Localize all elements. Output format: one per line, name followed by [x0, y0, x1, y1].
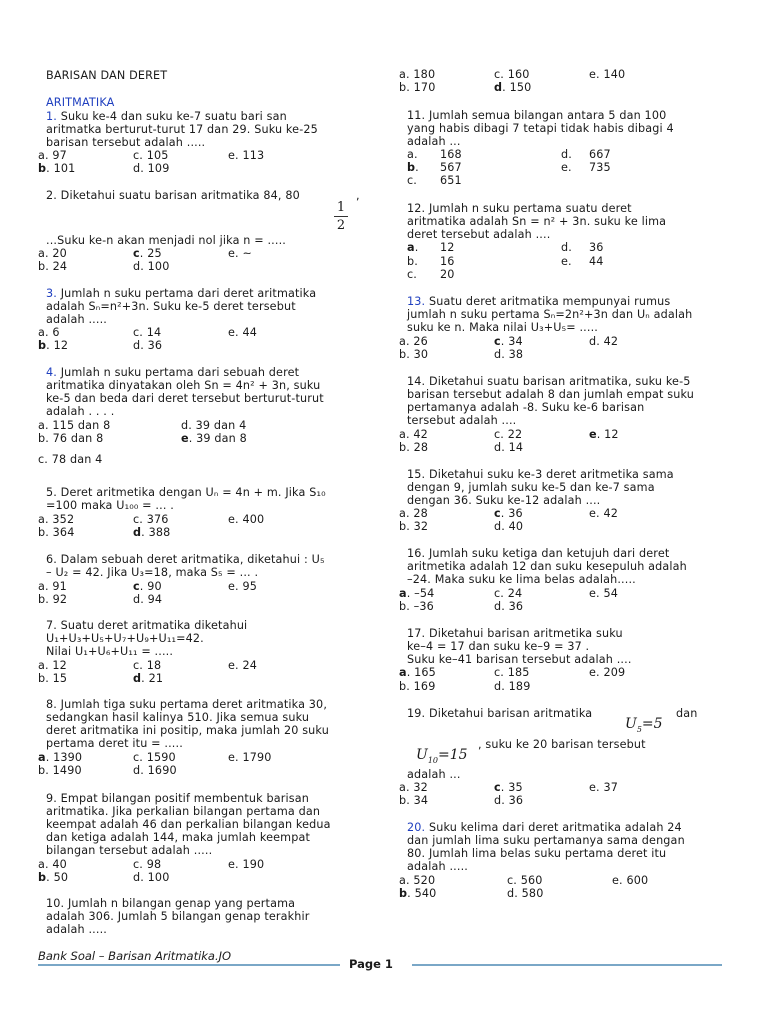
q20-line-3: 80. Jumlah lima belas suku pertama deret itu [407, 847, 667, 860]
q12-option-e-label: e. [561, 255, 572, 268]
q8-line-3: deret aritmatika ini positip, maka jumlah 20 suku [46, 724, 329, 737]
q1-option-c: c. 105 [133, 149, 169, 162]
q12-option-d-label: d. [561, 241, 572, 254]
q12-line-3: deret tersebut adalah .... [407, 228, 551, 241]
q16-option-a: a. –54 [399, 587, 435, 600]
q12-line-1: 12. Jumlah n suku pertama suatu deret [407, 202, 632, 215]
q16-line-2: aritmetika adalah 12 dan suku kesepuluh adalah [407, 560, 687, 573]
q14-line-1: 14. Diketahui suatu barisan aritmatika, suku ke-5 [407, 375, 691, 388]
q3-option-c: c. 14 [133, 326, 162, 339]
q11-option-c-label: c. [407, 174, 418, 187]
q10-option-e: e. 140 [589, 68, 626, 81]
q10-option-b: b. 170 [399, 81, 436, 94]
q1-option-b: b. 101 [38, 162, 76, 175]
q14-line-2: barisan tersebut adalah 8 dan jumlah empat suku [407, 388, 694, 401]
q16-line-1: 16. Jumlah suku ketiga dan ketujuh dari deret [407, 547, 670, 560]
q1-line-2: aritmatka berturut-turut 17 dan 29. Suku ke-25 [46, 123, 318, 136]
q20-option-a: a. 520 [399, 874, 436, 887]
q10-line-1: 10. Jumlah n bilangan genap yang pertama [46, 897, 296, 910]
q10-option-d: d. 150 [494, 81, 532, 94]
q14-option-a: a. 42 [399, 428, 428, 441]
q7-option-d: d. 21 [133, 672, 164, 685]
q11-option-c: 651 [440, 174, 462, 187]
q13-option-c: c. 34 [494, 335, 523, 348]
q12-option-c-label: c. [407, 268, 418, 281]
q12-option-a-label: a. [407, 241, 419, 254]
q3-option-a: a. 6 [38, 326, 60, 339]
q17-option-b: b. 169 [399, 680, 436, 693]
page-title: BARISAN DAN DERET [46, 69, 168, 82]
q3-option-e: e. 44 [228, 326, 257, 339]
q15-option-b: b. 32 [399, 520, 429, 533]
q19-line-2: , suku ke 20 barisan tersebut [478, 738, 646, 751]
q11-option-b-label: b. [407, 161, 419, 174]
q9-line-4: dan ketiga adalah 144, maka jumlah keempat [46, 831, 311, 844]
q5-line-2: =100 maka U₁₀₀ = ... . [46, 499, 174, 512]
q4-option-c: c. 78 dan 4 [38, 453, 103, 466]
q19-option-c: c. 35 [494, 781, 523, 794]
q14-option-c: c. 22 [494, 428, 523, 441]
q6-line-1: 6. Dalam sebuah deret aritmatika, diketahui : U₅ [46, 553, 325, 566]
q19-option-d: d. 36 [494, 794, 524, 807]
q19-line-1: 19. Diketahui barisan aritmatika [407, 707, 593, 720]
q1-option-d: d. 109 [133, 162, 170, 175]
q16-option-e: e. 54 [589, 587, 618, 600]
q9-line-1: 9. Empat bilangan positif membentuk barisan [46, 792, 309, 805]
q8-option-e: e. 1790 [228, 751, 272, 764]
q4-option-d: d. 39 dan 4 [181, 419, 247, 432]
q14-line-4: tersebut adalah .... [407, 414, 517, 427]
q1-line-3: barisan tersebut adalah ..... [46, 136, 206, 149]
q1-line-1: 1. Suku ke-4 dan suku ke-7 suatu bari san [46, 110, 287, 123]
q11-option-b: 567 [440, 161, 462, 174]
q11-option-a-label: a. [407, 148, 418, 161]
q8-line-2: sedangkan hasil kalinya 510. Jika semua suku [46, 711, 310, 724]
q7-line-1: 7. Suatu deret aritmatika diketahui [46, 619, 248, 632]
q5-option-c: c. 376 [133, 513, 169, 526]
q15-option-d: d. 40 [494, 520, 524, 533]
q8-line-1: 8. Jumlah tiga suku pertama deret aritmatika 30, [46, 698, 328, 711]
q9-option-c: c. 98 [133, 858, 162, 871]
q7-option-a: a. 12 [38, 659, 67, 672]
q15-line-3: dengan 36. Suku ke-12 adalah .... [407, 494, 601, 507]
q15-option-e: e. 42 [589, 507, 618, 520]
q14-option-e: e. 12 [589, 428, 619, 441]
q5-option-b: b. 364 [38, 526, 75, 539]
q2-fraction: 1 2 [334, 200, 348, 233]
q2-line-2: ...Suku ke-n akan menjadi nol jika n = ..... [46, 234, 286, 247]
q11-option-e: 735 [589, 161, 611, 174]
q8-option-a: a. 1390 [38, 751, 83, 764]
q9-option-b: b. 50 [38, 871, 69, 884]
q7-option-b: b. 15 [38, 672, 68, 685]
q4-line-4: adalah . . . . [46, 405, 115, 418]
q1-option-e: e. 113 [228, 149, 265, 162]
q3-line-3: adalah ..... [46, 313, 108, 326]
q8-option-c: c. 1590 [133, 751, 176, 764]
q19-dan: dan [676, 707, 698, 720]
q7-line-3: Nilai U₁+U₆+U₁₁ = ..... [46, 645, 174, 658]
q19-option-e: e. 37 [589, 781, 618, 794]
q7-line-2: U₁+U₃+U₅+U₇+U₉+U₁₁=42. [46, 632, 204, 645]
q13-option-a: a. 26 [399, 335, 428, 348]
q16-line-3: –24. Maka suku ke lima belas adalah..... [407, 573, 636, 586]
q9-line-2: aritmatika. Jika perkalian bilangan pertama dan [46, 805, 321, 818]
q1-option-a: a. 97 [38, 149, 67, 162]
q13-option-b: b. 30 [399, 348, 429, 361]
q2-option-d: d. 100 [133, 260, 170, 273]
q12-option-a: 12 [440, 241, 455, 254]
q17-line-1: 17. Diketahui barisan aritmetika suku [407, 627, 623, 640]
q19-line-3: adalah ... [407, 768, 461, 781]
footer-text: Bank Soal – Barisan Aritmatika.JO [38, 949, 232, 963]
q9-line-3: keempat adalah 46 dan perkalian bilangan kedua [46, 818, 331, 831]
footer-divider-right [412, 964, 722, 966]
q9-line-5: bilangan tersebut adalah ..... [46, 844, 213, 857]
q19-math-u5: $U_5=5$ [625, 716, 663, 734]
q13-option-d: d. 42 [589, 335, 619, 348]
q20-line-2: dan jumlah lima suku pertamanya sama dengan [407, 834, 685, 847]
q6-option-b: b. 92 [38, 593, 68, 606]
q13-option-d2: d. 38 [494, 348, 524, 361]
q5-line-1: 5. Deret aritmetika dengan Uₙ = 4n + m. Jika S₁₀ [46, 486, 326, 499]
q10-line-2: adalah 306. Jumlah 5 bilangan genap terakhir [46, 910, 310, 923]
q9-option-a: a. 40 [38, 858, 67, 871]
q15-line-1: 15. Diketahui suku ke-3 deret aritmetika sama [407, 468, 674, 481]
q5-option-e: e. 400 [228, 513, 265, 526]
q11-line-3: adalah ... [407, 135, 461, 148]
q2-comma: , [356, 189, 360, 202]
q16-option-d: d. 36 [494, 600, 524, 613]
q19-option-b: b. 34 [399, 794, 429, 807]
q12-option-c: 20 [440, 268, 455, 281]
q20-option-b: b. 540 [399, 887, 437, 900]
q12-option-b-label: b. [407, 255, 418, 268]
q2-option-c: c. 25 [133, 247, 162, 260]
q12-line-2: aritmatika adalah Sn = n² + 3n. suku ke lima [407, 215, 667, 228]
q7-option-c: c. 18 [133, 659, 162, 672]
q14-option-b: b. 28 [399, 441, 429, 454]
q6-line-2: – U₂ = 42. Jika U₃=18, maka S₅ = ... . [46, 566, 259, 579]
q19-option-a: a. 32 [399, 781, 428, 794]
q2-option-b: b. 24 [38, 260, 68, 273]
q5-option-d: d. 388 [133, 526, 171, 539]
q8-option-d: d. 1690 [133, 764, 177, 777]
q20-line-1: 20. Suku kelima dari deret aritmatika adalah 24 [407, 821, 682, 834]
q3-line-1: 3. Jumlah n suku pertama dari deret aritmatika [46, 287, 317, 300]
q11-option-a: 168 [440, 148, 462, 161]
q12-option-d: 36 [589, 241, 604, 254]
q8-option-b: b. 1490 [38, 764, 82, 777]
q11-line-1: 11. Jumlah semua bilangan antara 5 dan 100 [407, 109, 667, 122]
q15-line-2: dengan 9, jumlah suku ke-5 dan ke-7 sama [407, 481, 655, 494]
q12-option-e: 44 [589, 255, 604, 268]
q6-option-c: c. 90 [133, 580, 162, 593]
q2-option-e: e. ~ [228, 247, 252, 260]
q11-line-2: yang habis dibagi 7 tetapi tidak habis dibagi 4 [407, 122, 674, 135]
q14-option-d: d. 14 [494, 441, 524, 454]
q8-line-4: pertama deret itu = ..... [46, 737, 183, 750]
q16-option-b: b. –36 [399, 600, 434, 613]
q10-option-a: a. 180 [399, 68, 436, 81]
q15-option-a: a. 28 [399, 507, 428, 520]
q11-option-d: 667 [589, 148, 611, 161]
q9-option-d: d. 100 [133, 871, 170, 884]
q20-option-e: e. 600 [612, 874, 649, 887]
q20-option-c: c. 560 [507, 874, 543, 887]
q12-option-b: 16 [440, 255, 455, 268]
q6-option-e: e. 95 [228, 580, 257, 593]
q17-option-e: e. 209 [589, 666, 626, 679]
q17-option-d: d. 189 [494, 680, 531, 693]
q4-option-b: b. 76 dan 8 [38, 432, 104, 445]
q10-option-c: c. 160 [494, 68, 530, 81]
q11-option-d-label: d. [561, 148, 572, 161]
q4-line-3: ke-5 dan beda dari deret tersebut berturut-turut [46, 392, 324, 405]
q17-option-c: c. 185 [494, 666, 530, 679]
q14-line-3: pertamanya adalah -8. Suku ke-6 barisan [407, 401, 645, 414]
q17-line-3: Suku ke–41 barisan tersebut adalah .... [407, 653, 632, 666]
q4-option-a: a. 115 dan 8 [38, 419, 111, 432]
q20-line-4: adalah ..... [407, 860, 469, 873]
q3-option-d: d. 36 [133, 339, 163, 352]
q3-line-2: adalah Sₙ=n²+3n. Suku ke-5 deret tersebut [46, 300, 296, 313]
q7-option-e: e. 24 [228, 659, 257, 672]
q17-line-2: ke–4 = 17 dan suku ke–9 = 37 . [407, 640, 590, 653]
q19-math-u10: $U_{10}=15$ [416, 747, 468, 765]
q2-line-1: 2. Diketahui suatu barisan aritmatika 84, 80 [46, 189, 300, 202]
page-number: Page 1 [349, 957, 393, 971]
q4-line-1: 4. Jumlah n suku pertama dari sebuah deret [46, 366, 300, 379]
section-heading: ARITMATIKA [46, 96, 115, 109]
q3-option-b: b. 12 [38, 339, 69, 352]
q4-line-2: aritmatika dinyatakan oleh Sn = 4n² + 3n, suku [46, 379, 321, 392]
q6-option-a: a. 91 [38, 580, 67, 593]
footer-divider-left [38, 964, 340, 966]
q16-option-c: c. 24 [494, 587, 523, 600]
q10-line-3: adalah ..... [46, 923, 108, 936]
q11-option-e-label: e. [561, 161, 572, 174]
q2-option-a: a. 20 [38, 247, 67, 260]
q17-option-a: a. 165 [399, 666, 436, 679]
q5-option-a: a. 352 [38, 513, 75, 526]
q13-line-3: suku ke n. Maka nilai U₃+U₅= ..... [407, 321, 598, 334]
q9-option-e: e. 190 [228, 858, 265, 871]
q15-option-c: c. 36 [494, 507, 523, 520]
q13-line-1: 13. Suatu deret aritmatika mempunyai rumus [407, 295, 671, 308]
q4-option-e: e. 39 dan 8 [181, 432, 247, 445]
q20-option-d: d. 580 [507, 887, 544, 900]
q13-line-2: jumlah n suku pertama Sₙ=2n²+3n dan Uₙ adalah [407, 308, 693, 321]
q6-option-d: d. 94 [133, 593, 163, 606]
